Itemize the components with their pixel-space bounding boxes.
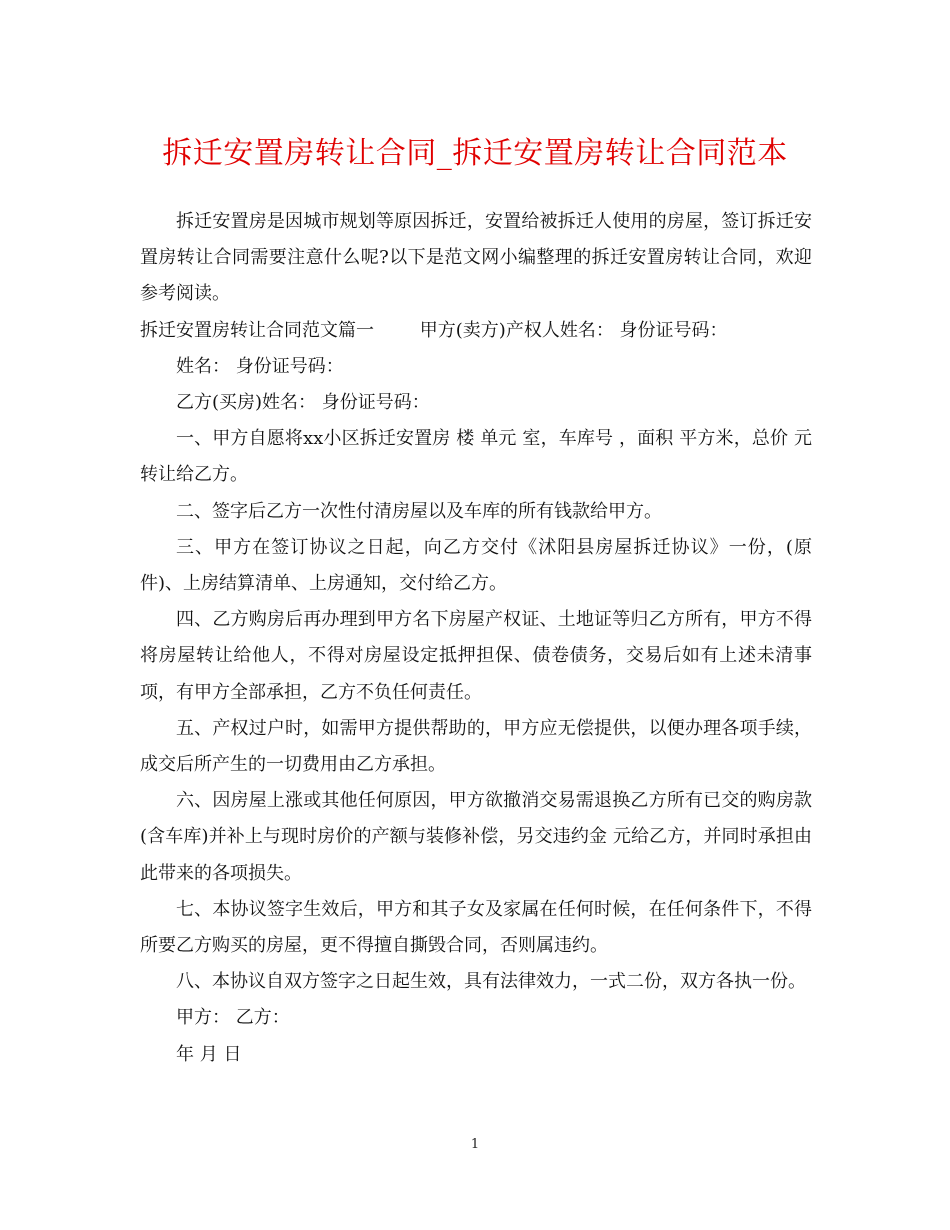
clause-8: 八、本协议自双方签字之日起生效，具有法律效力，一式二份，双方各执一份。	[176, 971, 806, 993]
party-b-line: 乙方(买房)姓名： 身份证号码：	[176, 392, 430, 414]
clause-6: 六、因房屋上涨或其他任何原因，甲方欲撤消交易需退换乙方所有已交的购房款(含车库)并补上与现时房价的产额与装修补偿，另交违约金 元给乙方，并同时承担由此带来的各项损失。	[140, 790, 812, 884]
page-number: 1	[470, 1137, 480, 1152]
date-line: 年 月 日	[176, 1043, 242, 1065]
party-a-line: 甲方(卖方)产权人姓名： 身份证号码：	[419, 319, 728, 341]
clause-4: 四、乙方购房后再办理到甲方名下房屋产权证、土地证等归乙方所有，甲方不得将房屋转让给他人，不得对房屋设定抵押担保、债卷债务，交易后如有上述未清事项，有甲方全部承担，乙方不负任何责任。	[140, 609, 812, 703]
intro-paragraph: 拆迁安置房是因城市规划等原因拆迁，安置给被拆迁人使用的房屋，签订拆迁安置房转让合同需要注意什么呢?以下是范文网小编整理的拆迁安置房转让合同，欢迎参考阅读。	[140, 211, 812, 305]
clause-2: 二、签字后乙方一次性付清房屋以及车库的所有钱款给甲方。	[176, 500, 662, 522]
section-heading: 拆迁安置房转让合同范文篇一	[140, 319, 374, 341]
document-title: 拆迁安置房转让合同_拆迁安置房转让合同范本	[162, 136, 788, 171]
section-line	[140, 313, 812, 349]
name-line: 姓名： 身份证号码：	[176, 355, 344, 377]
clause-7: 七、本协议签字生效后，甲方和其子女及家属在任何时候，在任何条件下，不得所要乙方购买的房屋，更不得擅自撕毁合同，否则属违约。	[140, 898, 812, 957]
signature-line: 甲方： 乙方：	[176, 1007, 290, 1029]
document-body	[140, 204, 812, 1073]
clause-1: 一、甲方自愿将xx小区拆迁安置房 楼 单元 室，车库号 ，面积 平方米，总价 元转让给乙方。	[140, 428, 812, 486]
clause-3: 三、甲方在签订协议之日起，向乙方交付《沭阳县房屋拆迁协议》一份，(原件)、上房结算清单、上房通知，交付给乙方。	[140, 536, 812, 595]
clause-5: 五、产权过户时，如需甲方提供帮助的，甲方应无偿提供，以便办理各项手续，成交后所产生的一切费用由乙方承担。	[140, 717, 812, 776]
